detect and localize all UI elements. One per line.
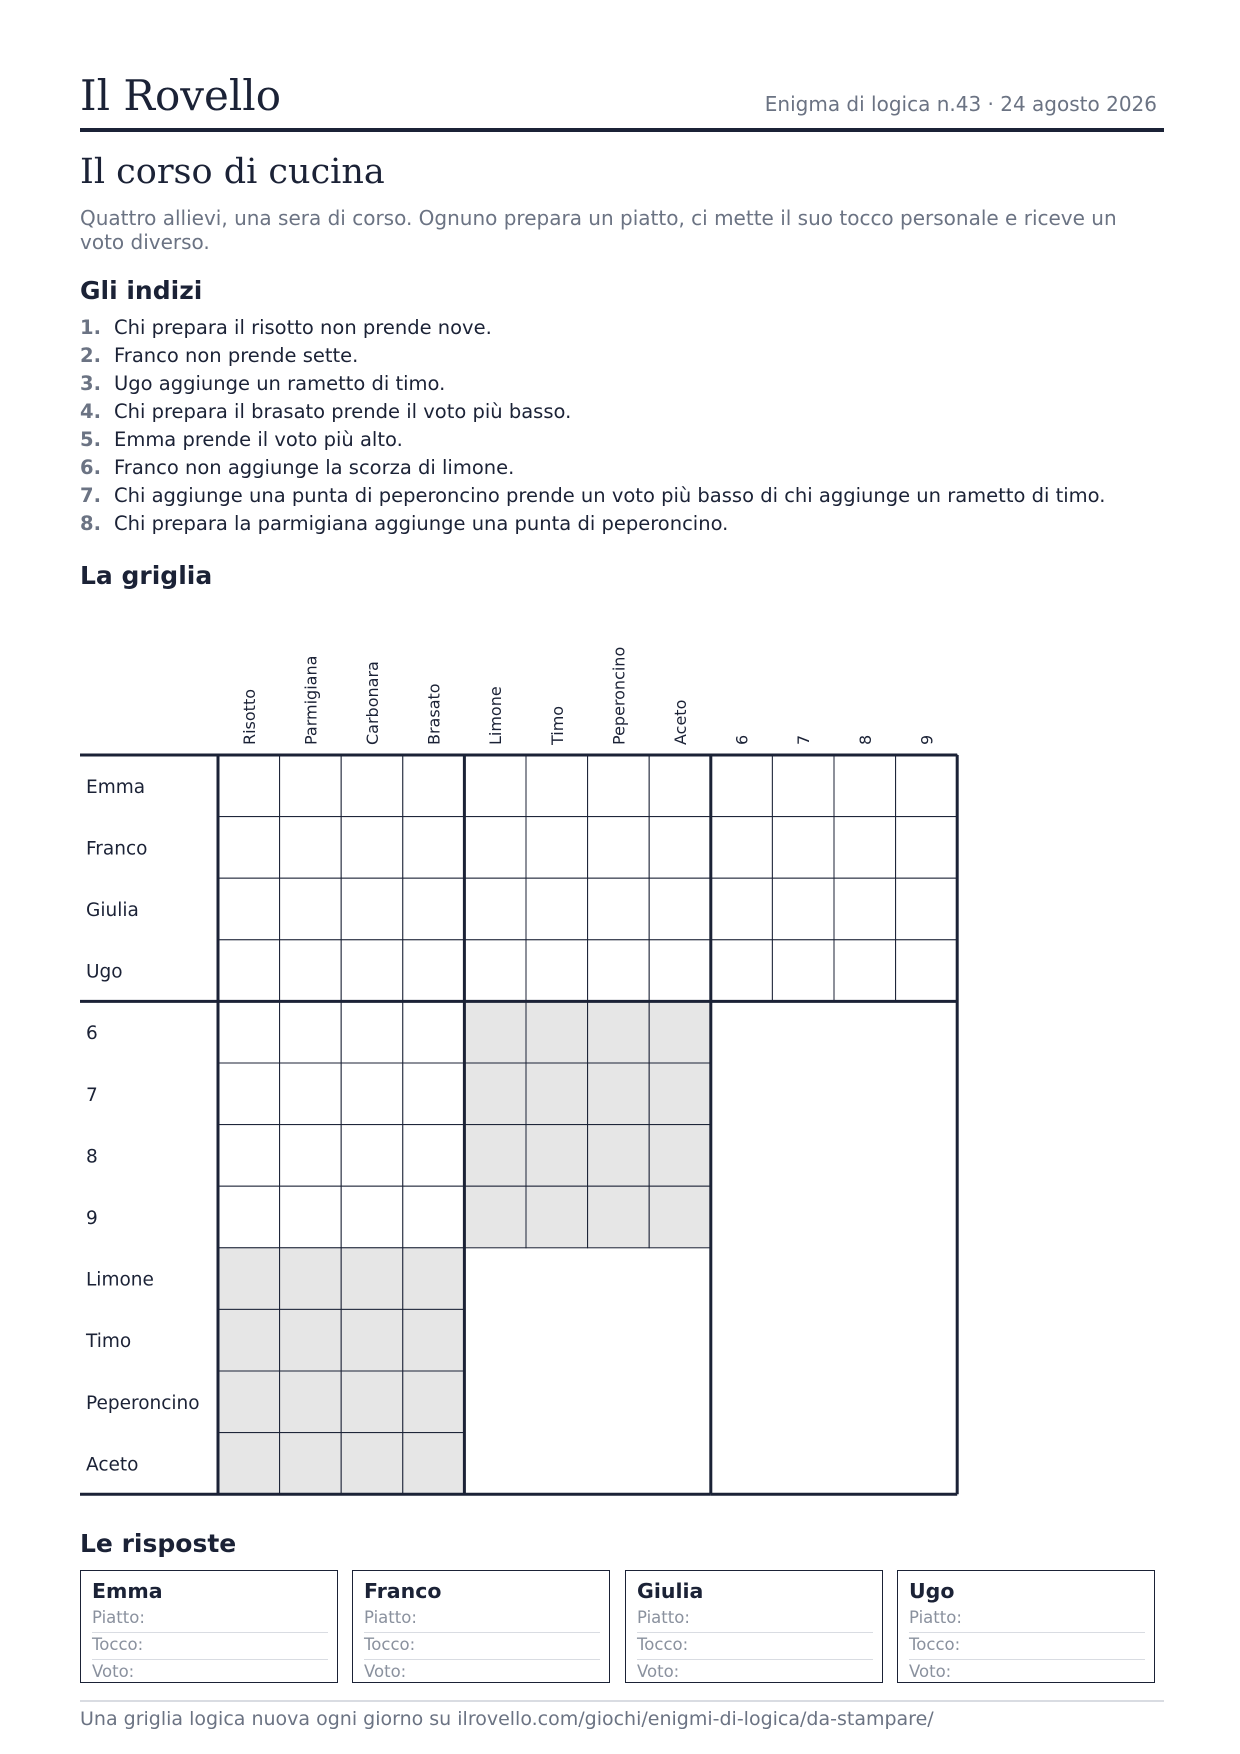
- field-divider: [637, 1632, 873, 1633]
- grid-cell[interactable]: [218, 878, 280, 940]
- grid-cell[interactable]: [341, 1186, 403, 1248]
- grid-cell[interactable]: [711, 940, 773, 1002]
- grid-cell-shaded: [464, 1125, 526, 1187]
- grid-cell[interactable]: [649, 817, 711, 879]
- clue-number: 7.: [80, 484, 101, 507]
- grid-cell-shaded: [588, 1063, 650, 1125]
- grid-cell[interactable]: [280, 878, 342, 940]
- grid-cell-shaded: [218, 1248, 280, 1310]
- grid-column-label: 7: [794, 734, 814, 745]
- grid-cell[interactable]: [341, 755, 403, 817]
- grid-cell-shaded: [526, 1063, 588, 1125]
- clue-number: 8.: [80, 512, 101, 535]
- clue-number: 1.: [80, 316, 101, 339]
- grid-cell[interactable]: [341, 1063, 403, 1125]
- puzzle-title: Il corso di cucina: [80, 152, 385, 192]
- tocco-field[interactable]: Tocco:: [909, 1635, 961, 1654]
- grid-cell[interactable]: [403, 1125, 465, 1187]
- grid-row-label: 6: [86, 1023, 98, 1045]
- grid-cell-shaded: [218, 1309, 280, 1371]
- grid-cell[interactable]: [834, 940, 896, 1002]
- clue-text: Chi prepara la parmigiana aggiunge una punta di peperoncino.: [114, 512, 729, 535]
- tocco-field[interactable]: Tocco:: [92, 1635, 144, 1654]
- answer-card-ugo: [897, 1570, 1155, 1683]
- grid-row-label: Ugo: [86, 961, 123, 983]
- grid-cell[interactable]: [896, 878, 958, 940]
- footer-rule: [80, 1700, 1164, 1702]
- grid-cell[interactable]: [403, 940, 465, 1002]
- grid-row-label: Aceto: [86, 1454, 139, 1476]
- grid-cell[interactable]: [526, 755, 588, 817]
- grid-cell[interactable]: [218, 1186, 280, 1248]
- grid-cell[interactable]: [649, 878, 711, 940]
- grid-cell[interactable]: [588, 817, 650, 879]
- grid-row-label: Emma: [86, 776, 146, 798]
- grid-cell[interactable]: [218, 817, 280, 879]
- answer-card-name: Emma: [92, 1579, 163, 1603]
- answer-card-emma: [80, 1570, 338, 1683]
- puzzle-intro: Quattro allievi, una sera di corso. Ognuno prepara un piatto, ci mette il suo tocco personale e riceve un voto diverso.: [80, 206, 1117, 254]
- piatto-field[interactable]: Piatto:: [909, 1608, 962, 1627]
- grid-cell[interactable]: [588, 940, 650, 1002]
- grid-cell[interactable]: [772, 878, 834, 940]
- grid-cell[interactable]: [526, 878, 588, 940]
- piatto-field[interactable]: Piatto:: [637, 1608, 690, 1627]
- clue-number: 4.: [80, 400, 101, 423]
- grid-cell[interactable]: [280, 1125, 342, 1187]
- field-divider: [909, 1659, 1145, 1660]
- grid-row-label: Peperoncino: [86, 1392, 200, 1414]
- grid-cell[interactable]: [341, 878, 403, 940]
- grid-cell[interactable]: [896, 755, 958, 817]
- voto-field[interactable]: Voto:: [364, 1662, 407, 1681]
- grid-cell-shaded: [403, 1433, 465, 1495]
- answers-heading: Le risposte: [80, 1529, 237, 1558]
- grid-column-label: 9: [917, 734, 937, 745]
- grid-cell[interactable]: [341, 1001, 403, 1063]
- answer-card-franco: [352, 1570, 610, 1683]
- grid-row-label: Giulia: [86, 900, 139, 921]
- grid-cell[interactable]: [218, 940, 280, 1002]
- field-divider: [92, 1632, 328, 1633]
- grid-cell-shaded: [341, 1309, 403, 1371]
- grid-cell[interactable]: [218, 1001, 280, 1063]
- grid-cell[interactable]: [403, 878, 465, 940]
- field-divider: [909, 1632, 1145, 1633]
- grid-cell-shaded: [280, 1248, 342, 1310]
- clue-text: Chi prepara il brasato prende il voto più basso.: [114, 400, 572, 423]
- voto-field[interactable]: Voto:: [637, 1662, 680, 1681]
- clues-heading: Gli indizi: [80, 276, 203, 305]
- grid-column-label: Timo: [547, 705, 567, 745]
- clue-text: Chi prepara il risotto non prende nove.: [114, 316, 492, 339]
- clue-number: 6.: [80, 456, 101, 479]
- clue-text: Chi aggiunge una punta di peperoncino prende un voto più basso di chi aggiunge un rametto di timo.: [114, 484, 1106, 507]
- grid-cell[interactable]: [526, 940, 588, 1002]
- grid-cell[interactable]: [280, 817, 342, 879]
- clue-number: 2.: [80, 344, 101, 367]
- clue-number: 5.: [80, 428, 101, 451]
- grid-cell-shaded: [341, 1248, 403, 1310]
- grid-cell-shaded: [403, 1248, 465, 1310]
- grid-cell[interactable]: [464, 817, 526, 879]
- answer-card-name: Franco: [364, 1579, 442, 1603]
- grid-cell[interactable]: [341, 817, 403, 879]
- grid-heading: La griglia: [80, 561, 213, 590]
- grid-cell[interactable]: [649, 755, 711, 817]
- answer-card-giulia: [625, 1570, 883, 1683]
- grid-cell-shaded: [464, 1063, 526, 1125]
- clue-number: 3.: [80, 372, 101, 395]
- grid-cell[interactable]: [772, 817, 834, 879]
- grid-cell[interactable]: [711, 817, 773, 879]
- piatto-field[interactable]: Piatto:: [364, 1608, 417, 1627]
- grid-cell[interactable]: [834, 878, 896, 940]
- grid-row-label: 9: [86, 1208, 98, 1229]
- grid-cell-shaded: [588, 1186, 650, 1248]
- clue-text: Emma prende il voto più alto.: [114, 428, 403, 451]
- grid-cell[interactable]: [772, 940, 834, 1002]
- grid-cell[interactable]: [834, 817, 896, 879]
- grid-row-label: Limone: [86, 1269, 154, 1291]
- grid-cell[interactable]: [588, 755, 650, 817]
- grid-cell-shaded: [464, 1001, 526, 1063]
- grid-cell[interactable]: [280, 1063, 342, 1125]
- grid-cell-shaded: [588, 1001, 650, 1063]
- grid-cell[interactable]: [896, 940, 958, 1002]
- grid-column-label: 6: [732, 734, 752, 745]
- grid-cell[interactable]: [711, 878, 773, 940]
- grid-row-label: Franco: [86, 838, 148, 860]
- grid-cell[interactable]: [464, 878, 526, 940]
- footer-text: Una griglia logica nuova ogni giorno su ilrovello.com/giochi/enigmi-di-logica/da-stampare/: [80, 1708, 934, 1730]
- grid-cell[interactable]: [403, 1186, 465, 1248]
- grid-column-label: Peperoncino: [609, 646, 629, 745]
- field-divider: [364, 1659, 600, 1660]
- voto-field[interactable]: Voto:: [92, 1662, 135, 1681]
- tocco-field[interactable]: Tocco:: [637, 1635, 689, 1654]
- grid-cell[interactable]: [896, 817, 958, 879]
- grid-cell[interactable]: [341, 1125, 403, 1187]
- grid-column-label: Limone: [486, 686, 506, 745]
- grid-cell-shaded: [218, 1433, 280, 1495]
- field-divider: [92, 1659, 328, 1660]
- grid-cell-shaded: [526, 1186, 588, 1248]
- grid-cell-shaded: [403, 1309, 465, 1371]
- brand-title: Il Rovello: [80, 71, 282, 120]
- grid-column-label: Parmigiana: [301, 655, 321, 745]
- grid-cell-shaded: [649, 1063, 711, 1125]
- grid-cell[interactable]: [772, 755, 834, 817]
- grid-row-label: 8: [86, 1146, 98, 1168]
- grid-cell[interactable]: [280, 755, 342, 817]
- grid-cell-shaded: [526, 1001, 588, 1063]
- grid-cell-shaded: [649, 1186, 711, 1248]
- grid-row-label: Timo: [86, 1331, 132, 1353]
- grid-cell[interactable]: [218, 1125, 280, 1187]
- grid-cell[interactable]: [464, 755, 526, 817]
- grid-cell-shaded: [649, 1125, 711, 1187]
- grid-cell-shaded: [403, 1371, 465, 1433]
- grid-cell[interactable]: [280, 1186, 342, 1248]
- grid-cell-shaded: [341, 1433, 403, 1495]
- grid-cell[interactable]: [464, 940, 526, 1002]
- grid-cell-shaded: [218, 1371, 280, 1433]
- grid-cell-shaded: [464, 1186, 526, 1248]
- grid-column-label: Aceto: [671, 699, 690, 745]
- voto-field[interactable]: Voto:: [909, 1662, 952, 1681]
- tocco-field[interactable]: Tocco:: [364, 1635, 416, 1654]
- grid-cell-shaded: [280, 1309, 342, 1371]
- answer-card-name: Giulia: [637, 1579, 704, 1603]
- grid-cell[interactable]: [403, 1001, 465, 1063]
- clue-text: Franco non aggiunge la scorza di limone.: [114, 456, 515, 479]
- grid-cell[interactable]: [403, 817, 465, 879]
- grid-cell-shaded: [280, 1433, 342, 1495]
- field-divider: [364, 1632, 600, 1633]
- grid-cell-shaded: [341, 1371, 403, 1433]
- grid-cell[interactable]: [588, 878, 650, 940]
- grid-row-label: 7: [86, 1084, 98, 1106]
- grid-cell[interactable]: [218, 1063, 280, 1125]
- grid-cell[interactable]: [280, 940, 342, 1002]
- issue-info: Enigma di logica n.43 · 24 agosto 2026: [764, 92, 1157, 116]
- grid-cell[interactable]: [218, 755, 280, 817]
- grid-cell[interactable]: [403, 1063, 465, 1125]
- grid-cell[interactable]: [711, 755, 773, 817]
- clue-text: Franco non prende sette.: [114, 344, 359, 367]
- grid-cell-shaded: [526, 1125, 588, 1187]
- grid-column-label: 8: [855, 734, 875, 745]
- answer-card-name: Ugo: [909, 1579, 955, 1603]
- grid-cell-shaded: [588, 1125, 650, 1187]
- grid-cell[interactable]: [526, 817, 588, 879]
- grid-column-label: Risotto: [239, 688, 259, 745]
- piatto-field[interactable]: Piatto:: [92, 1608, 145, 1627]
- grid-cell[interactable]: [280, 1001, 342, 1063]
- grid-column-label: Carbonara: [363, 661, 382, 745]
- clue-text: Ugo aggiunge un rametto di timo.: [114, 372, 446, 395]
- grid-cell-shaded: [280, 1371, 342, 1433]
- grid-column-label: Brasato: [424, 683, 444, 745]
- grid-cell[interactable]: [649, 940, 711, 1002]
- grid-cell-shaded: [649, 1001, 711, 1063]
- grid-cell[interactable]: [341, 940, 403, 1002]
- field-divider: [637, 1659, 873, 1660]
- grid-cell[interactable]: [403, 755, 465, 817]
- grid-cell[interactable]: [834, 755, 896, 817]
